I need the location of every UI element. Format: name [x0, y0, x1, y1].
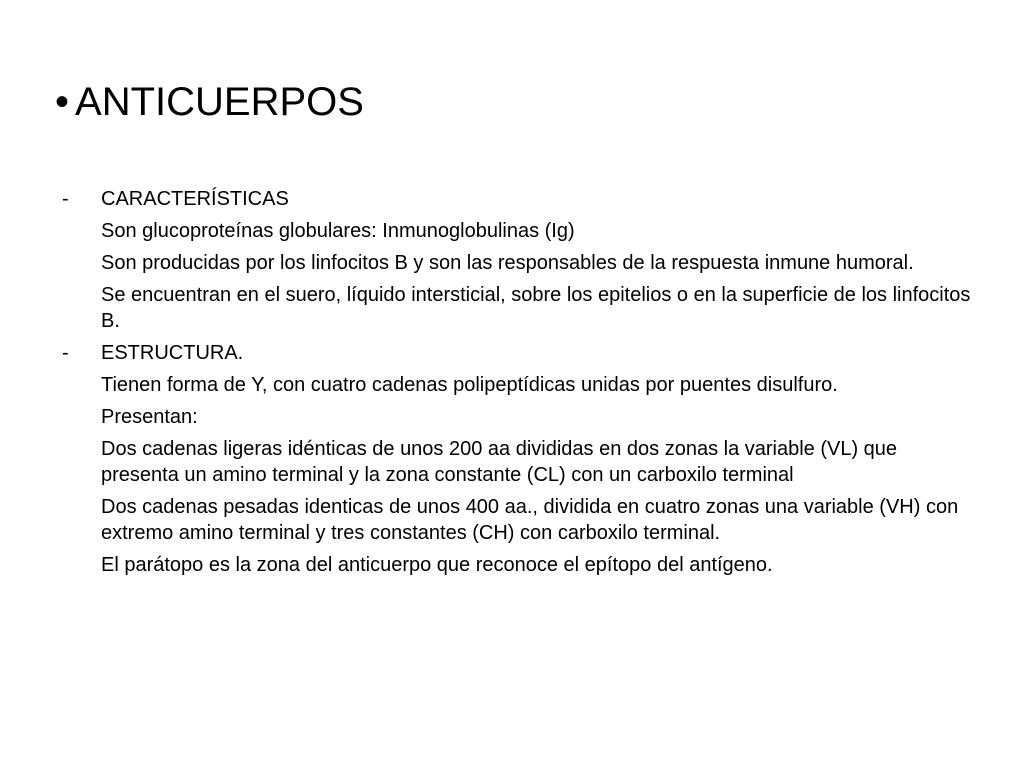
- section-dash: -: [62, 342, 69, 364]
- section-heading-estructura: [0, 340, 1024, 366]
- text-item: Dos cadenas pesadas identicas de unos 400 aa., dividida en cuatro zonas una variable (VH) con extremo amino terminal y tres constantes (CH) con carboxilo terminal.: [101, 496, 959, 544]
- text-item: Son producidas por los linfocitos B y son las responsables de la respuesta inmune humoral.: [101, 252, 914, 274]
- section-heading-caracteristicas: [0, 186, 1024, 212]
- text-item: Son glucoproteínas globulares: Inmunoglobulinas (Ig): [101, 220, 575, 242]
- section-dash: -: [62, 188, 69, 210]
- text-item: Dos cadenas ligeras idénticas de unos 200 aa divididas en dos zonas la variable (VL) que presenta un amino terminal y la zona constante (CL) con un carboxilo terminal: [101, 438, 898, 486]
- text-item: Tienen forma de Y, con cuatro cadenas polipeptídicas unidas por puentes disulfuro.: [101, 374, 838, 396]
- section-heading-text: CARACTERÍSTICAS: [101, 188, 289, 210]
- text-item: Presentan:: [101, 406, 198, 428]
- slide-body: [0, 186, 1024, 584]
- text-item: El parátopo es la zona del anticuerpo que reconoce el epítopo del antígeno.: [101, 554, 773, 576]
- slide-title: [55, 78, 364, 126]
- text-item: Se encuentran en el suero, líquido intersticial, sobre los epitelios o en la superficie de los linfocitos B.: [101, 284, 971, 332]
- title-text: ANTICUERPOS: [75, 80, 364, 124]
- section-heading-text: ESTRUCTURA.: [101, 342, 244, 364]
- title-bullet: •: [55, 80, 70, 124]
